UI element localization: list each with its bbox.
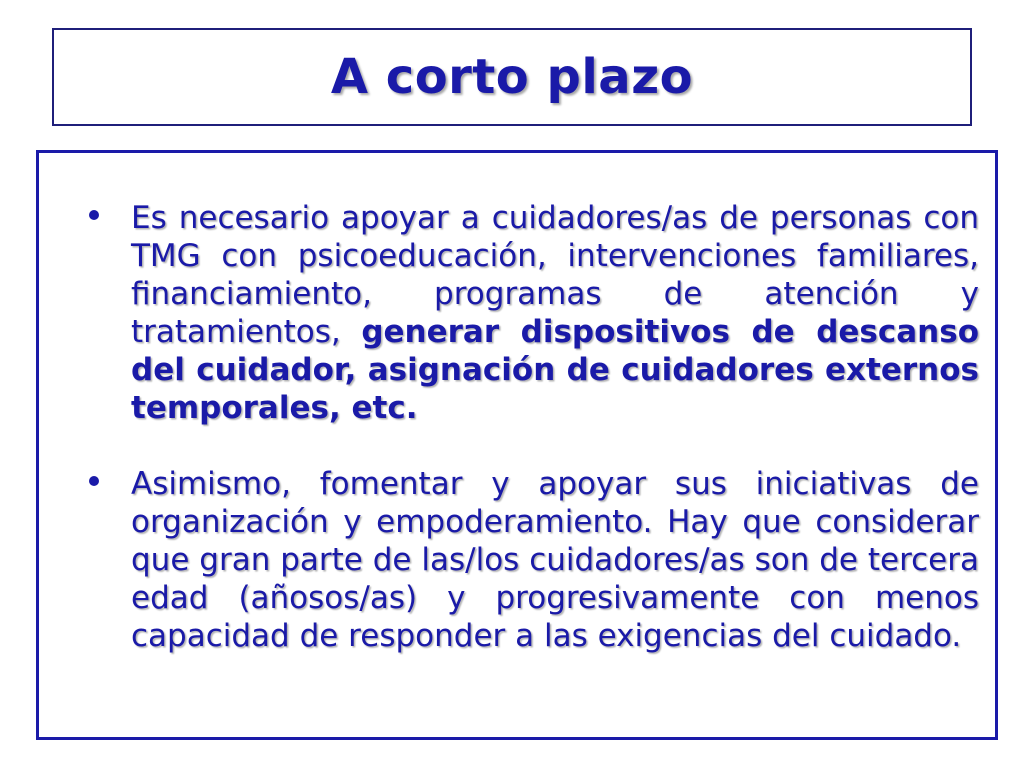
bullet-dot-icon bbox=[89, 210, 99, 220]
bullet-1-bold-text: generar dispositivos de descanso del cuidador, asignación de cuidadores externos temporales, etc. bbox=[131, 314, 979, 426]
bullet-text-1 bbox=[131, 199, 979, 427]
bullet-dot-icon bbox=[89, 476, 99, 486]
slide-title: A corto plazo bbox=[330, 49, 694, 105]
bullet-text-2 bbox=[131, 465, 979, 655]
content-box bbox=[36, 150, 998, 740]
bullet-2-normal-text: Asimismo, fomentar y apoyar sus iniciativas de organización y empoderamiento. Hay que considerar que gran parte de las/los cuidadores/as son de tercera edad (añosos/as) y progresivamente con menos capacidad de responder a las exigencias del cuidado. bbox=[131, 466, 979, 654]
bullet-item-2 bbox=[89, 465, 979, 655]
bullet-item-1 bbox=[89, 199, 979, 427]
bullet-1-normal-text: Es necesario apoyar a cuidadores/as de personas con TMG con psicoeducación, intervenciones familiares, financiamiento, programas de atención y tratamientos, bbox=[131, 200, 979, 350]
title-box bbox=[52, 28, 972, 126]
